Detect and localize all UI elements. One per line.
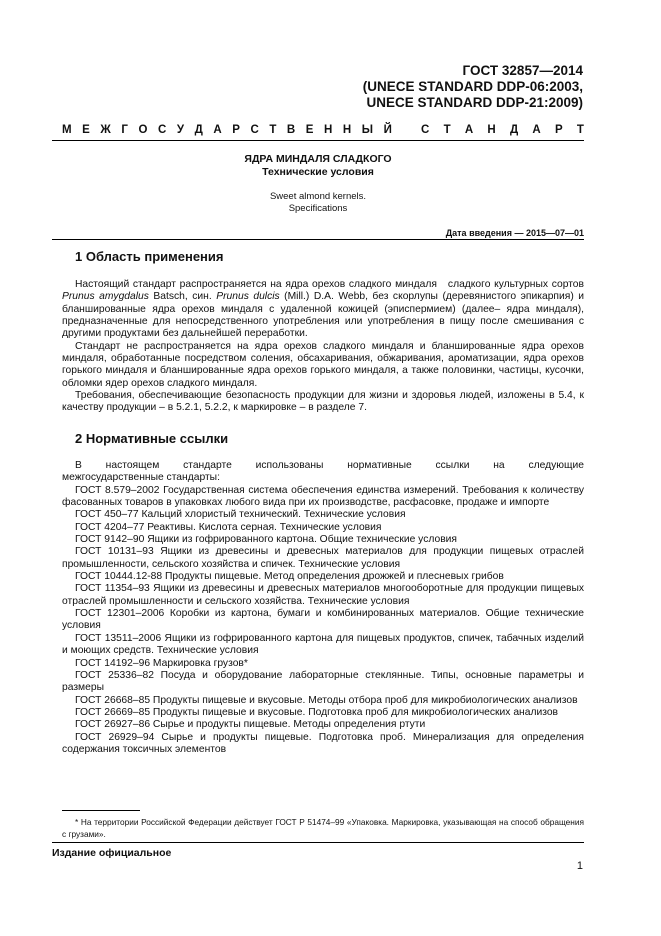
references-intro-line [62, 460, 584, 472]
banner-letter: У [176, 124, 184, 136]
reference-gost-26927: ГОСТ 26927–86 Сырье и продукты пищевые. Методы определения ртути [75, 719, 426, 731]
banner-letter: С [157, 124, 167, 136]
banner-letter: А [213, 124, 222, 136]
reference-gost-10444: ГОСТ 10444.12-88 Продукты пищевые. Метод определения дрожжей и плесневых грибов [75, 571, 504, 583]
introduction-date: Дата введения — 2015—07—01 [445, 228, 584, 238]
banner-letter: Н [342, 124, 352, 136]
banner-letter: Ы [361, 124, 374, 136]
banner-letter: Н [487, 124, 496, 136]
reference-gost-8-579: ГОСТ 8.579–2002 Государственная система обеспечения единства измерений. Требования к количеству фасованных товаров в упаковках любого вида при их производстве, расфасовке, продаже и импорте [62, 484, 584, 509]
intro-word: ссылки [435, 460, 470, 471]
footer-rule [52, 842, 584, 843]
document-title-en [52, 191, 584, 215]
date-rule [52, 239, 584, 240]
intro-word: настоящем [105, 460, 160, 471]
reference-gost-14192: ГОСТ 14192–96 Маркировка грузов* [75, 657, 248, 669]
intro-word: использованы [255, 460, 324, 471]
banner-letter: Т [443, 124, 451, 136]
scope-paragraph-2: Стандарт не распространяется на ядра орехов сладкого миндаля и бланшированные ядра орехов миндаля, обработанные посредством соления, обсахаривания, обжаривания, ароматизации, ядра орехов горького миндаля и бланшированные ядра орехов горького миндаля, а также половинки, частицы, кусочки, обломки ядер орехов сладкого миндаля. [62, 340, 584, 389]
section-2-body [62, 460, 584, 756]
banner-letter: А [464, 124, 474, 136]
footnote-rule [62, 810, 140, 811]
reference-gost-11354: ГОСТ 11354–93 Ящики из древесины и древесных материалов многооборотные для продукции пищевых отраслей промышленности и сельского хозяйства. Технические условия [62, 583, 584, 607]
banner-letter: В [286, 124, 296, 136]
interstate-standard-banner [62, 124, 584, 136]
reference-gost-9142: ГОСТ 9142–90 Ящики из гофрированного картона. Общие технические условия [75, 534, 458, 546]
unece-reference-1: (UNECE STANDARD DDP-06:2003, [362, 79, 583, 94]
intro-word: В [75, 460, 82, 471]
banner-word-standard [421, 124, 584, 136]
banner-word-interstate [62, 124, 392, 136]
reference-gost-450: ГОСТ 450–77 Кальций хлористый технический. Технические условия [75, 509, 406, 521]
section-2-heading: 2 Нормативные ссылки [75, 431, 229, 446]
section-1-heading: 1 Область применения [75, 249, 224, 264]
footnote [62, 817, 584, 840]
banner-letter: С [421, 124, 430, 136]
banner-letter: М [62, 124, 72, 136]
subtitle-en: Specifications [288, 203, 348, 214]
intro-word: нормативные [347, 460, 412, 471]
standard-number-block [363, 63, 583, 111]
page-number: 1 [576, 860, 583, 872]
intro-word: на [493, 460, 505, 471]
footnote-text: * На территории Российской Федерации действует ГОСТ Р 51474–99 «Упаковка. Маркировка, указывающая на способ обращения с грузами». [62, 817, 584, 839]
banner-letter: Е [305, 124, 314, 136]
banner-letter: Р [232, 124, 240, 136]
banner-letter: С [250, 124, 259, 136]
standard-number: ГОСТ 32857—2014 [462, 63, 583, 78]
intro-word: следующие [528, 460, 584, 471]
scope-paragraph-3: Требования, обеспечивающие безопасность продукции для жизни и здоровья людей, изложены в 5.4, к качеству продукции – в 5.2.1, 5.2.2, к маркировке – в разделе 7. [62, 390, 584, 414]
reference-gost-25336: ГОСТ 25336–82 Посуда и оборудование лабораторные стеклянные. Типы, основные параметры и размеры [62, 669, 584, 694]
banner-letter: Н [324, 124, 333, 136]
reference-gost-26929: ГОСТ 26929–94 Сырье и продукты пищевые. Подготовка проб. Минерализация для определения содержания токсичных элементов [62, 731, 584, 755]
banner-letter: Р [554, 124, 563, 136]
banner-letter: Е [82, 124, 90, 136]
banner-letter: Й [383, 124, 392, 136]
references-intro-continuation: межгосударственные стандарты: [62, 472, 220, 484]
official-edition-label: Издание официальное [52, 847, 172, 859]
intro-word: стандарте [183, 460, 232, 471]
scope-paragraph-1: Настоящий стандарт распространяется на ядра орехов сладкого миндаля сладкого культурных сортов Prunus amygdalus Batsch, син. Prunus dulcis (Mill.) D.A. Webb, без скорлупы (деревянистого эпикарпия) и бланшированные ядра орехов миндаля с удаленной кожицей (эписпермием) (далее– ядра миндаля), предназначенные для непосредственного употребления или употребления в пищу после смешивания с другими продуктами без дальнейшей переработки. [62, 279, 585, 340]
banner-letter: Г [121, 124, 128, 136]
banner-letter: Т [576, 124, 584, 136]
title-ru: ЯДРА МИНДАЛЯ СЛАДКОГО [244, 153, 392, 165]
section-1-body [62, 279, 584, 415]
document-title [52, 153, 584, 179]
reference-gost-13511: ГОСТ 13511–2006 Ящики из гофрированного картона для пищевых продуктов, спичек, табачных изделий и моющих средств. Технические условия [62, 632, 584, 657]
title-en: Sweet almond kernels. [269, 191, 367, 202]
banner-rule [52, 140, 584, 141]
banner-letter: Т [269, 124, 277, 136]
banner-letter: А [532, 124, 541, 136]
reference-gost-26669: ГОСТ 26669–85 Продукты пищевые и вкусовые. Подготовка проб для микробиологических анализов [75, 706, 559, 718]
banner-letter: Д [509, 124, 519, 136]
reference-gost-26668: ГОСТ 26668–85 Продукты пищевые и вкусовые. Методы отбора проб для микробиологических анализов [75, 694, 578, 706]
reference-gost-12301: ГОСТ 12301–2006 Коробки из картона, бумаги и комбинированных материалов. Общие технические условия [62, 608, 584, 632]
subtitle-ru: Технические условия [262, 166, 374, 178]
reference-gost-10131: ГОСТ 10131–93 Ящики из древесины и древесных материалов для продукции пищевых отраслей промышленности, сельского хозяйства и спичек. Технические условия [62, 546, 584, 570]
banner-letter: Ж [100, 124, 111, 136]
reference-gost-4204: ГОСТ 4204–77 Реактивы. Кислота серная. Технические условия [75, 521, 382, 533]
unece-reference-2: UNECE STANDARD DDP-21:2009) [366, 95, 583, 110]
banner-letter: Д [194, 124, 203, 136]
banner-letter: О [138, 124, 148, 136]
